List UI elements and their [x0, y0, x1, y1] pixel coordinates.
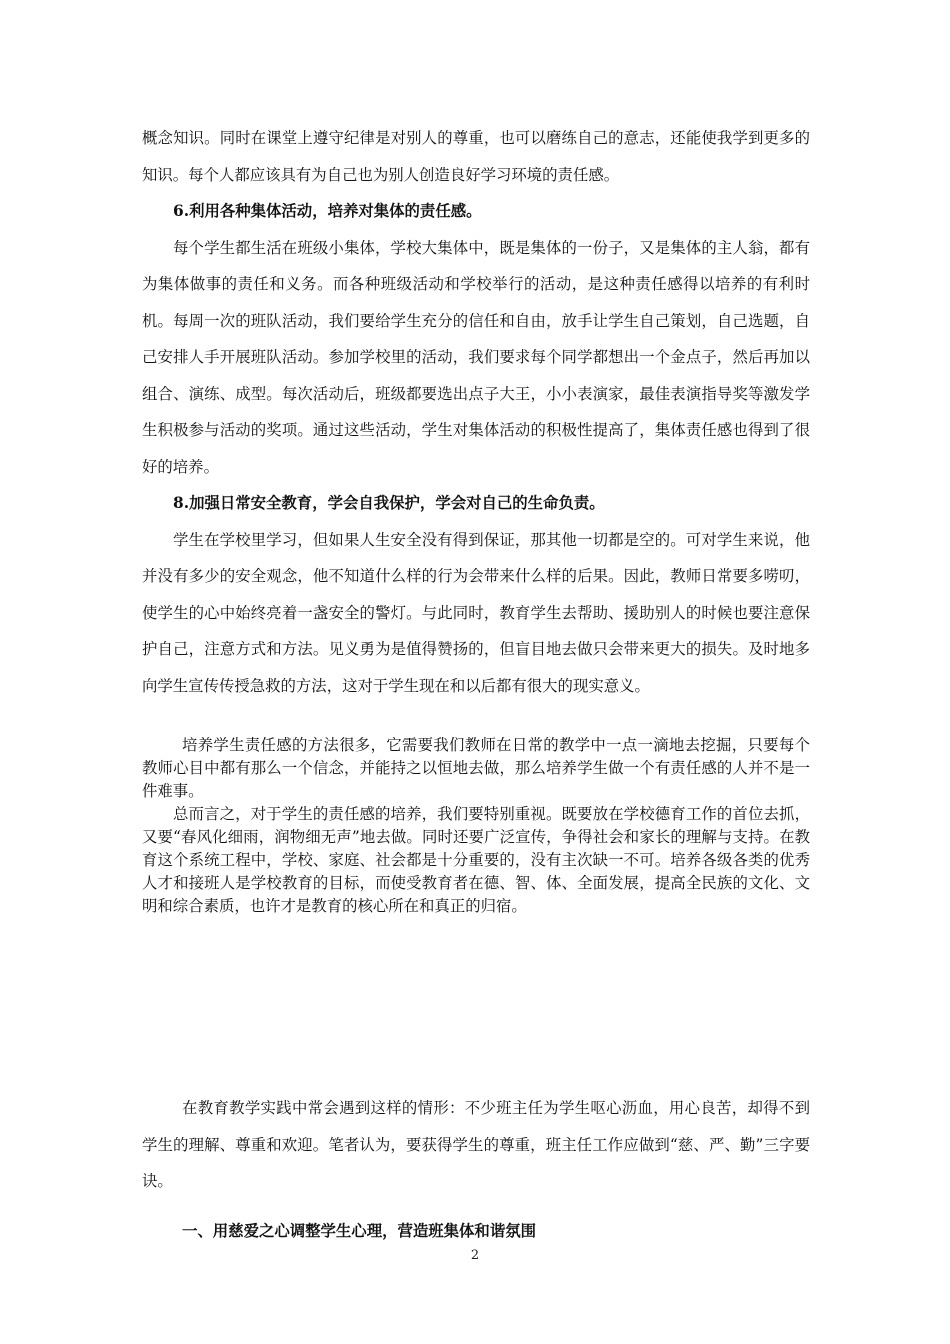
- closing-block: [142, 734, 810, 918]
- new-article-block: [142, 1090, 810, 1249]
- new-article-intro: 在教育教学实践中常会遇到这样的情形：不少班主任为学生呕心沥血，用心良苦，却得不到学生的理解、尊重和欢迎。笔者认为，要获得学生的尊重，班主任工作应做到“慈、严、勤”三字要诀。: [142, 1099, 810, 1190]
- closing-paragraph-summary: 总而言之，对于学生的责任感的培养，我们要特别重视。既要放在学校德育工作的首位去抓，又要“春风化细雨，润物细无声”地去做。同时还要广泛宣传，争得社会和家长的理解与支持。在教育这个系统工程中，学校、家庭、社会都是十分重要的，没有主次缺一不可。培养各级各类的优秀人才和接班人是学校教育的目标，而使受教育者在德、智、体、全面发展，提高全民族的文化、文明和综合素质，也许才是教育的核心所在和真正的归宿。: [142, 805, 810, 915]
- section-6-heading: 6.利用各种集体活动，培养对集体的责任感。: [173, 202, 482, 220]
- section-8-paragraph: 学生在学校里学习，但如果人生安全没有得到保证，那其他一切都是空的。可对学生来说，他并没有多少的安全观念，他不知道什么样的行为会带来什么样的后果。因此，教师日常要多唠叨，使学生的心中始终亮着一盏安全的警灯。与此同时，教育学生去帮助、援助别人的时候也要注意保护自己，注意方式和方法。见义勇为是值得赞扬的，但盲目地去做只会带来更大的损失。及时地多向学生宣传传授急救的方法，这对于学生现在和以后都有很大的现实意义。: [142, 530, 810, 695]
- continuation-paragraph: 概念知识。同时在课堂上遵守纪律是对别人的尊重，也可以磨练自己的意志，还能使我学到更多的知识。每个人都应该具有为自己也为别人创造良好学习环境的责任感。: [142, 129, 810, 184]
- closing-paragraph-methods: 培养学生责任感的方法很多，它需要我们教师在日常的教学中一点一滴地去挖掘，只要每个教师心目中都有那么一个信念，并能持之以恒地去做，那么培养学生做一个有责任感的人并不是一件难事。: [142, 736, 810, 800]
- section-6-paragraph: 每个学生都生活在班级小集体，学校大集体中，既是集体的一份子，又是集体的主人翁，都有为集体做事的责任和义务。而各种班级活动和学校举行的活动，是这种责任感得以培养的有利时机。每周一次的班队活动，我们要给学生充分的信任和自由，放手让学生自己策划，自己选题，自己安排人手开展班队活动。参加学校里的活动，我们要求每个同学都想出一个金点子，然后再加以组合、演练、成型。每次活动后，班级都要选出点子大王，小小表演家，最佳表演指导奖等激发学生积极参与活动的奖项。通过这些活动，学生对集体活动的积极性提高了，集体责任感也得到了很好的培养。: [142, 238, 810, 476]
- section-8-heading: 8.加强日常安全教育，学会自我保护，学会对自己的生命负责。: [173, 494, 605, 512]
- page-number: 2: [470, 1248, 480, 1263]
- new-article-heading-1: 一、用慈爱之心调整学生心理，营造班集体和谐氛围: [182, 1221, 536, 1240]
- section-6-block: [142, 120, 810, 704]
